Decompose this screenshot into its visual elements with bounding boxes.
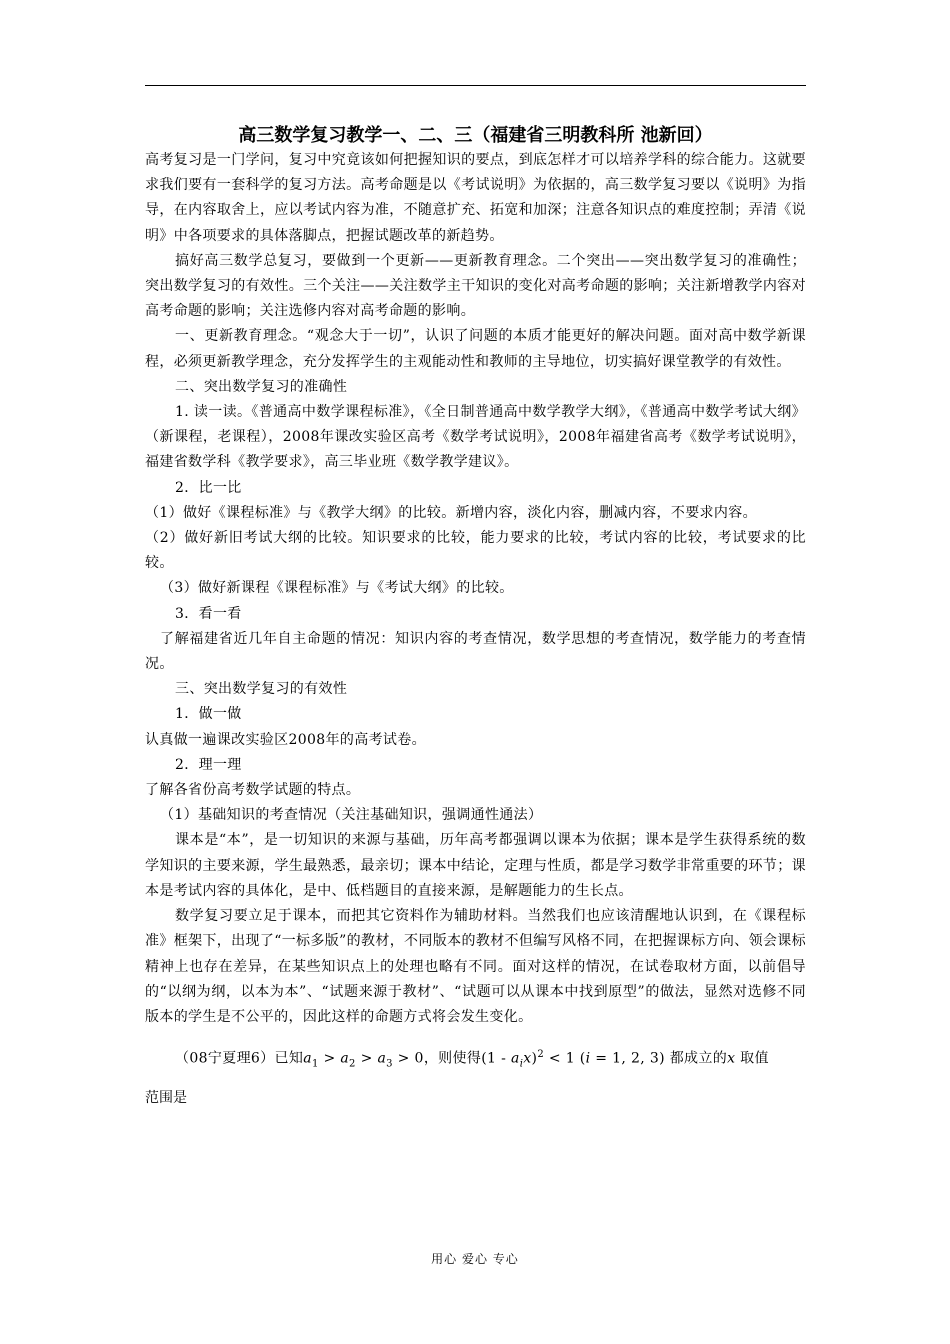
- math-op: < 1 (: [544, 1050, 586, 1067]
- paragraph-do: 认真做一遍课改实验区2008年的高考试卷。: [145, 731, 426, 748]
- header-rule: [145, 85, 806, 86]
- paragraph-intro: 高考复习是一门学问，复习中究竟该如何把握知识的要点，到底怎样才可以培养学科的综合能力。这就要求我们要有一套科学的复习方法。高考命题是以《考试说明》为依据的，高三数学复习要以《说明》为指导，在内容取舍上，应以考试内容为准，不随意扩充、拓宽和加深；注意各知识点的难度控制；弄清《说明》中各项要求的具体落脚点，把握试题改革的新趋势。: [145, 152, 806, 244]
- math-op: (1 -: [481, 1050, 511, 1067]
- math-var: a: [510, 1050, 520, 1067]
- document-body: [145, 124, 806, 1112]
- heading-compare: 2．比一比: [175, 479, 242, 496]
- math-var: i: [585, 1050, 591, 1067]
- problem-line: [145, 1038, 806, 1081]
- math-op: >: [355, 1050, 378, 1067]
- problem-text: 取值: [735, 1050, 769, 1067]
- problem-text: ，则使得: [423, 1050, 482, 1067]
- math-var: a: [303, 1050, 312, 1067]
- math-sub: i: [519, 1058, 524, 1070]
- problem-source: （08宁夏理6）已知: [175, 1050, 304, 1067]
- math-var: x: [523, 1050, 532, 1067]
- math-sub: 3: [386, 1058, 393, 1070]
- math-op: > 0: [392, 1050, 424, 1067]
- paragraph-sort: 了解各省份高考数学试题的特点。: [145, 782, 361, 799]
- paragraph-compare-1: （1）做好《课程标准》与《教学大纲》的比较。新增内容，淡化内容，删减内容，不要求内容。: [145, 504, 757, 521]
- paragraph-textbook: 课本是“本”，是一切知识的来源与基础，历年高考都强调以课本为依据；课本是学生获得系统的数学知识的主要来源，学生最熟悉，最亲切；课本中结论，定理与性质，都是学习数学非常重要的环节；课本是考试内容的具体化，是中、低档题目的直接来源，是解题能力的生长点。: [145, 832, 806, 899]
- problem-text: 都成立的: [664, 1050, 728, 1067]
- paragraph-compare-2: （2）做好新旧考试大纲的比较。知识要求的比较，能力要求的比较，考试内容的比较，考试要求的比较。: [145, 530, 806, 572]
- heading-section-3: 三、突出数学复习的有效性: [175, 681, 348, 698]
- paragraph-read: 1. 读一读。《普通高中数学课程标准》，《全日制普通高中数学教学大纲》，《普通高中数学考试大纲》（新课程，老课程），2008年课改实验区高考《数学考试说明》，2008年福建省高考《数学考试说明》，福建省数学科《教学要求》，高三毕业班《数学教学建议》。: [145, 404, 806, 471]
- document-title: 高三数学复习教学一、二、三（福建省三明教科所 池新回）: [238, 125, 713, 146]
- paragraph-section-1: 一、更新教育理念。“观念大于一切”，认识了问题的本质才能更好的解决问题。面对高中数学新课程，必须更新教学理念，充分发挥学生的主观能动性和教师的主导地位，切实搞好课堂教学的有效性。: [145, 328, 806, 370]
- problem-end: 范围是: [145, 1089, 187, 1106]
- page-footer: 用心 爱心 专心: [431, 1252, 519, 1266]
- heading-look: 3．看一看: [175, 605, 242, 622]
- math-sub: 1: [311, 1058, 319, 1070]
- paragraph-overview: 搞好高三数学总复习，要做到一个更新——更新教育理念。二个突出——突出数学复习的准确性；突出数学复习的有效性。三个关注——关注数学主干知识的变化对高考命题的影响；关注新增教学内容对高考命题的影响；关注选修内容对高考命题的影响。: [145, 252, 806, 320]
- math-sub: 2: [349, 1058, 356, 1070]
- heading-do: 1．做一做: [175, 706, 242, 723]
- math-sup: 2: [537, 1049, 545, 1061]
- math-var: x: [727, 1050, 736, 1067]
- math-var: a: [340, 1050, 350, 1067]
- math-op: >: [318, 1050, 341, 1067]
- heading-section-2: 二、突出数学复习的准确性: [175, 378, 348, 395]
- math-op: = 1, 2, 3): [590, 1050, 665, 1067]
- heading-sort: 2．理一理: [175, 756, 242, 773]
- paragraph-compare-3: （3）做好新课程《课程标准》与《考试大纲》的比较。: [160, 580, 514, 597]
- math-var: a: [377, 1050, 387, 1067]
- paragraph-review: 数学复习要立足于课本，而把其它资料作为辅助材料。当然我们也应该清醒地认识到，在《课程标准》框架下，出现了“一标多版”的教材，不同版本的教材不但编写风格不同，在把握课标方向、领会课标精神上也存在差异，在某些知识点上的处理也略有不同。面对这样的情况，在试卷取材方面，以前倡导的“以纲为纲，以本为本”、“试题来源于教材”、“试题可以从课本中找到原型”的做法，显然对选修不同版本的学生是不公平的，因此这样的命题方式将会发生变化。: [145, 908, 806, 1025]
- heading-basics: （1）基础知识的考查情况（关注基础知识，强调通性通法）: [160, 807, 543, 824]
- math-op: ): [531, 1050, 538, 1067]
- paragraph-look: 了解福建省近几年自主命题的情况：知识内容的考查情况，数学思想的考查情况，数学能力的考查情况。: [145, 630, 806, 673]
